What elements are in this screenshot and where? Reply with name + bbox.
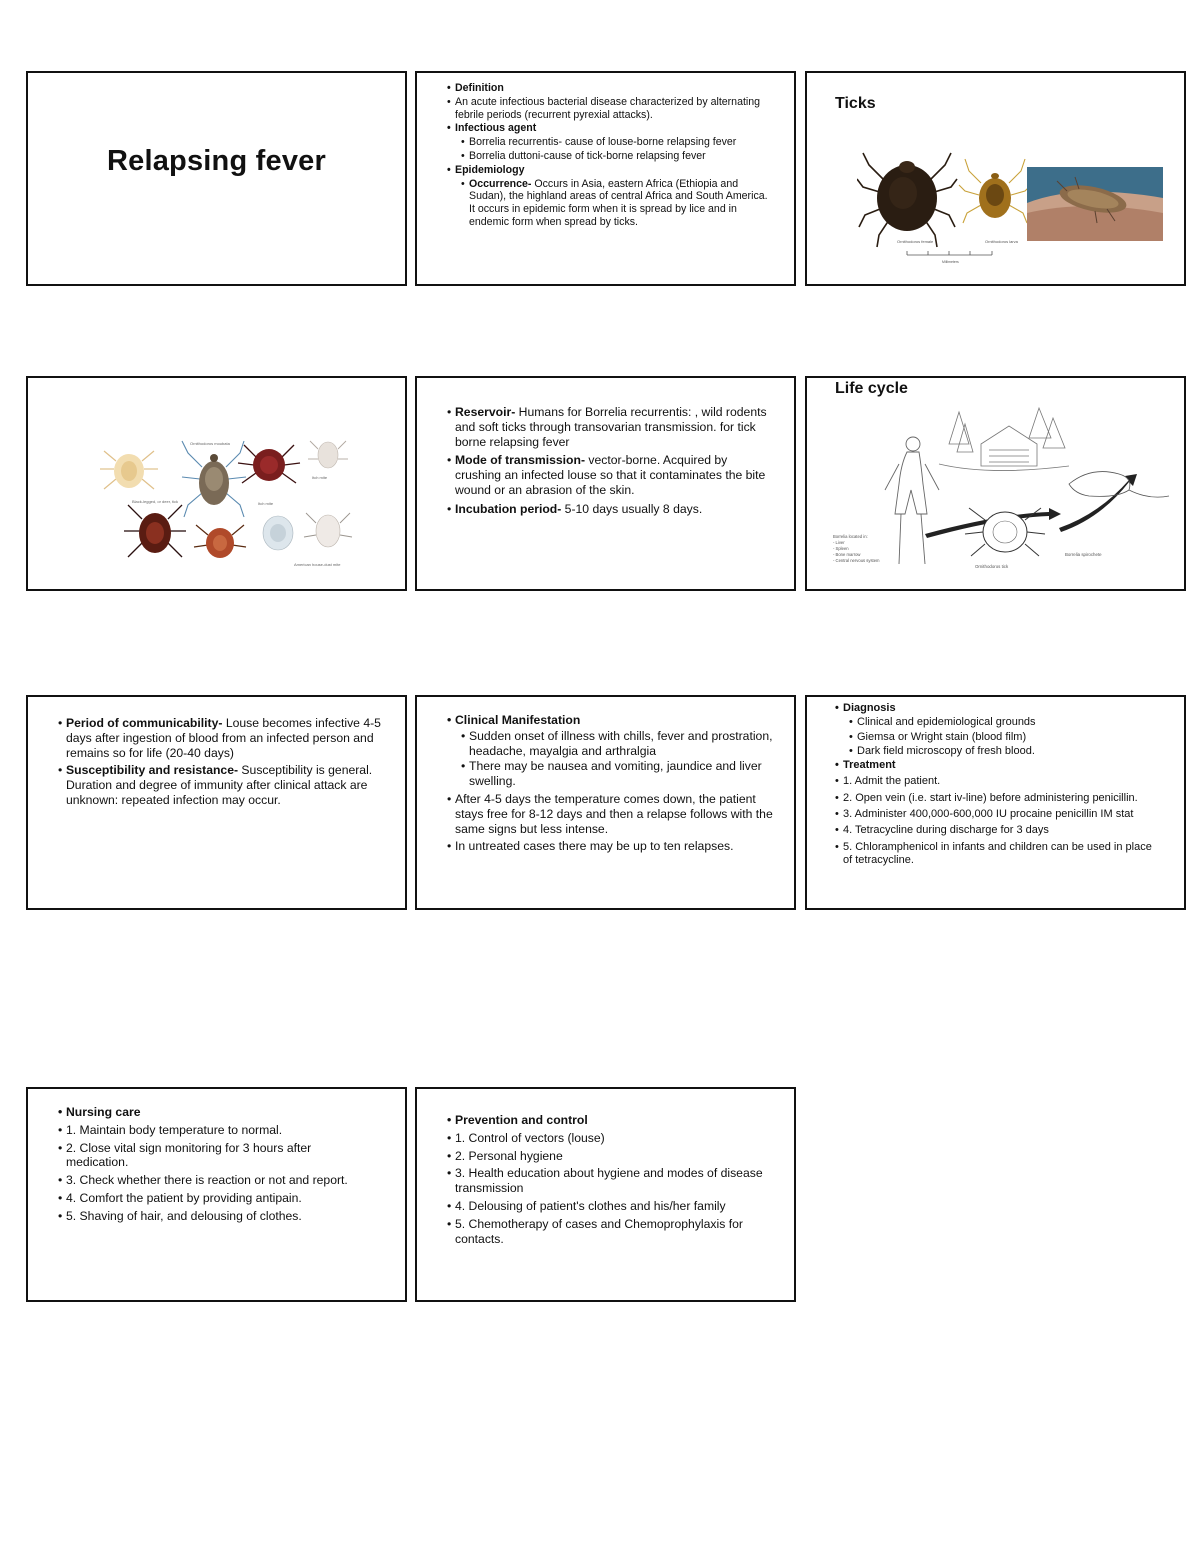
incubation-item: [447, 502, 776, 517]
diagnosis-item-2: • Giemsa or Wright stain (blood film): [849, 731, 1158, 744]
grey-tick-icon: [182, 441, 246, 517]
dust-mite-icon: [304, 513, 352, 547]
orange-mite-icon: [194, 525, 246, 558]
definition-heading: • Definition: [447, 82, 776, 95]
prevention-item-3: • 3. Health education about hygiene and modes of disease transmission: [447, 1166, 776, 1196]
slide-nursing-care: [26, 1087, 407, 1302]
communicability-text: Louse becomes infective 4-5 days after ingestion of blood from an infected person and remains so for life (20-40 days): [66, 716, 381, 760]
scale-label: Millimeters: [942, 260, 959, 264]
mite-label-b: Black-legged, or deer, tick: [132, 499, 179, 504]
mites-illustration: [98, 433, 368, 573]
slide-title: [26, 71, 407, 286]
occurrence-text: Occurs in Asia, eastern Africa (Ethiopia and Sudan), the highland areas of central Africa and South America. It occurs in epidemic form when it is spread by lice and in endemic form when spread by ticks.: [469, 177, 768, 228]
slide-life-cycle: [805, 376, 1186, 591]
diagnosis-heading: • Diagnosis: [835, 702, 1158, 715]
organ-cns: - Central nervous system: [833, 558, 880, 563]
treatment-item-5: • 5. Chloramphenicol in infants and children can be used in place of tetracycline.: [835, 841, 1158, 868]
agent-item-1: • Borrelia recurrentis- cause of louse-borne relapsing fever: [461, 136, 776, 149]
diagnosis-item-1: • Clinical and epidemiological grounds: [849, 716, 1158, 729]
definition-text: • An acute infectious bacterial disease characterized by alternating febrile periods (recurrent pyrexial attacks).: [447, 96, 776, 122]
slide-prevention-text: [447, 1113, 776, 1249]
spirochete-label: Borrelia spirochete: [1065, 552, 1102, 557]
slide-definition: [415, 71, 796, 286]
slide-reservoir: [415, 376, 796, 591]
reservoir-item: [447, 405, 776, 449]
susceptibility-heading: Susceptibility and resistance-: [66, 763, 239, 778]
ticks-heading: Ticks: [835, 95, 876, 112]
white-mite-icon: [308, 441, 348, 468]
tick-label-female: Ornithodoros female: [897, 239, 934, 244]
communicability-item: [58, 716, 381, 760]
organ-spleen: - Spleen: [833, 546, 849, 551]
organ-liver: - Liver: [833, 540, 845, 545]
lifecycle-arrows: [925, 474, 1137, 538]
borrelia-location-label: Borrelia located in:: [833, 534, 868, 539]
tick-label: Ornithodoros tick: [975, 564, 1009, 569]
prevention-item-5: • 5. Chemotherapy of cases and Chemoprophylaxis for contacts.: [447, 1217, 776, 1247]
nursing-item-4: • 4. Comfort the patient by providing antipain.: [58, 1191, 375, 1206]
scale-bar: [907, 251, 992, 255]
untreated-text: • In untreated cases there may be up to ten relapses.: [447, 839, 776, 854]
mite-label-d: Itch mite: [312, 475, 328, 480]
human-figure-icon: [885, 437, 939, 564]
incubation-text: 5-10 days usually 8 days.: [561, 501, 703, 516]
amber-tick-icon: [959, 159, 1031, 223]
epidemiology-heading: • Epidemiology: [447, 164, 776, 177]
agent-heading: • Infectious agent: [447, 122, 776, 135]
treatment-item-2: • 2. Open vein (i.e. start iv-line) before administering penicillin.: [835, 792, 1158, 805]
clinical-heading: • Clinical Manifestation: [447, 713, 776, 728]
nursing-item-3: • 3. Check whether there is reaction or not and report.: [58, 1173, 375, 1188]
communicability-heading: Period of communicability-: [66, 716, 223, 730]
slide-mites: [26, 376, 407, 591]
slide-communicability-text: [58, 716, 381, 811]
mite-label-c: Itch mite: [258, 501, 274, 506]
slide-clinical-text: [447, 713, 776, 857]
diagnosis-item-3: • Dark field microscopy of fresh blood.: [849, 745, 1158, 758]
treatment-item-4: • 4. Tetracycline during discharge for 3 days: [835, 824, 1158, 837]
agent-item-2: • Borrelia duttoni-cause of tick-borne relapsing fever: [461, 150, 776, 163]
dark-tick-icon: [857, 153, 957, 247]
pale-mite-icon: [263, 516, 293, 550]
treatment-item-1: • 1. Admit the patient.: [835, 775, 1158, 788]
cream-mite-icon: [100, 451, 158, 489]
prevention-heading: • Prevention and control: [447, 1113, 776, 1128]
relapse-text: • After 4-5 days the temperature comes down, the patient stays free for 8-12 days and then a relapse follows with the same signs but less intense.: [447, 792, 776, 836]
slide-definition-text: [447, 82, 776, 230]
occurrence-item: [461, 178, 776, 229]
treatment-item-3: • 3. Administer 400,000-600,000 IU procaine penicillin IM stat: [835, 808, 1158, 821]
transmission-item: [447, 453, 776, 497]
louse-photo: [1027, 167, 1163, 241]
tick-label-larva: Ornithodoros larva: [985, 239, 1018, 244]
ticks-illustration: [857, 143, 1167, 268]
treatment-heading: • Treatment: [835, 759, 1158, 772]
nursing-item-2: • 2. Close vital sign monitoring for 3 hours after medication.: [58, 1141, 375, 1171]
prevention-item-2: • 2. Personal hygiene: [447, 1149, 776, 1164]
incubation-heading: Incubation period-: [455, 501, 562, 516]
slide-reservoir-text: [447, 405, 776, 520]
prevention-item-4: • 4. Delousing of patient's clothes and his/her family: [447, 1199, 776, 1214]
nursing-item-1: • 1. Maintain body temperature to normal.: [58, 1123, 375, 1138]
organ-bone-marrow: - Bone marrow: [833, 552, 861, 557]
brown-tick-icon: [124, 505, 186, 557]
nursing-item-5: • 5. Shaving of hair, and delousing of clothes.: [58, 1209, 375, 1224]
reservoir-text: Humans for Borrelia recurrentis: , wild rodents and soft ticks through transovarian transmission. for tick borne relapsing fever: [455, 405, 767, 449]
reservoir-heading: Reservoir-: [455, 405, 516, 419]
slide-nursing-text: [58, 1105, 375, 1227]
slide-diagnosis-text: [835, 702, 1158, 870]
clinical-item-2: • There may be nausea and vomiting, jaundice and liver swelling.: [461, 759, 776, 789]
occurrence-heading: Occurrence-: [469, 177, 532, 190]
slide-ticks: [805, 71, 1186, 286]
transmission-heading: Mode of transmission-: [455, 453, 586, 468]
cabin-scene-icon: [939, 408, 1069, 471]
transmission-text: vector-borne. Acquired by crushing an infected louse so that it contaminates the bite wound or an abrasion of the skin.: [455, 453, 766, 497]
slide-clinical: [415, 695, 796, 910]
life-cycle-illustration: [829, 404, 1179, 584]
slide-prevention: [415, 1087, 796, 1302]
susceptibility-item: [58, 763, 381, 807]
slide-diagnosis: [805, 695, 1186, 910]
mite-label-a: Ornithodoros moubata: [190, 441, 230, 446]
red-tick-icon: [238, 445, 300, 483]
mite-label-e: American house-dust mite: [294, 562, 341, 567]
presentation-title: Relapsing fever: [107, 145, 326, 177]
susceptibility-text: Susceptibility is general. Duration and degree of immunity after clinical attack are unknown: repeated infection may occur.: [66, 763, 373, 807]
slide-communicability: [26, 695, 407, 910]
nursing-heading: • Nursing care: [58, 1105, 375, 1120]
prevention-item-1: • 1. Control of vectors (louse): [447, 1131, 776, 1146]
clinical-item-1: • Sudden onset of illness with chills, fever and prostration, headache, mayalgia and arthralgia: [461, 729, 776, 759]
life-cycle-heading: Life cycle: [835, 380, 908, 397]
